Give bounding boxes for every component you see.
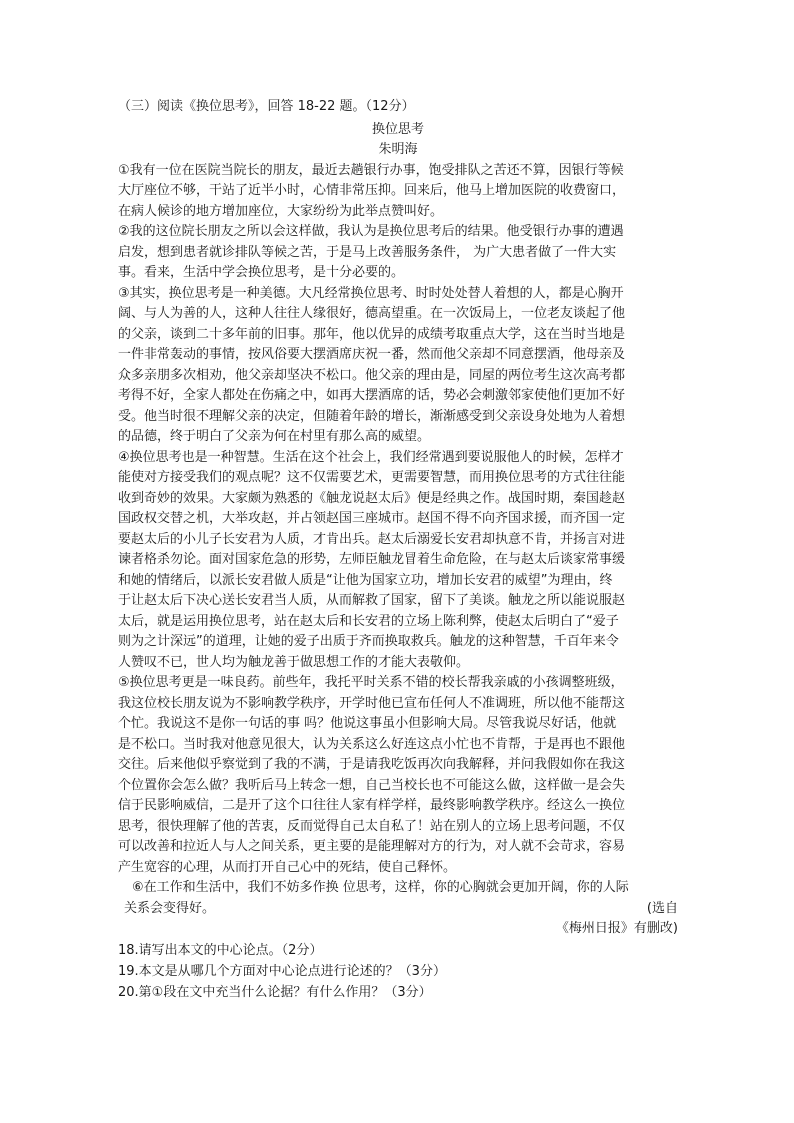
source-prefix: (选自 <box>646 900 678 916</box>
paragraph-line: 国政权交替之机，大举攻赵，并占领赵国三座城市。赵国不得不向齐国求援，而齐国一定 <box>118 511 626 526</box>
paragraph-line: 在病人候诊的地方增加座位，大家纷纷为此举点赞叫好。 <box>118 203 444 219</box>
paragraph-line-with-source <box>118 899 678 920</box>
question-list <box>118 940 678 1003</box>
paragraph-line: 于让赵太后下决心送长安君当人质，从而解救了国家，留下了美谈。触龙之所以能说服赵 <box>118 593 626 608</box>
paragraph-line: 事。看来，生活中学会换位思考，是十分必要的。 <box>118 265 405 280</box>
paragraph-line: 要赵太后的小儿子长安君为人质，才肯出兵。赵太后溺爱长安君却执意不肯，并扬言对进 <box>118 531 626 547</box>
paragraph-line: 考得不好，全家人都处在伤痛之中，如再大摆酒席的话，势必会刺激邻家使他们更加不好 <box>118 388 626 403</box>
question-18: 18.请写出本文的中心论点。（2分） <box>118 942 323 958</box>
paragraph-line: 一件非常轰动的事情，按风俗要大摆酒席庆祝一番，然而他父亲却不同意摆酒，他母亲及 <box>118 347 626 362</box>
paragraph-line: 和她的情绪后，以派长安君做人质是“让他为国家立功，增加长安君的威望”为理由，终 <box>118 572 613 588</box>
paragraph-1 <box>118 161 678 223</box>
paragraph-line: 的品德，终于明白了父亲为何在村里有那么高的威望。 <box>118 429 431 444</box>
paragraph-5 <box>118 673 678 878</box>
article-source: 《梅州日报》有删改) <box>555 921 678 936</box>
paragraph-line: ④换位思考也是一种智慧。生活在这个社会上，我们经常遇到要说服他人的时候，怎样才 <box>118 449 624 465</box>
paragraph-line: 可以改善和拉近人与人之间关系，更主要的是能理解对方的行为，对人就不会苛求，容易 <box>118 839 626 854</box>
paragraph-6 <box>118 878 678 940</box>
paragraph-line: 个位置你会怎么做？我听后马上转念一想，自己当校长也不可能这么做，这样做一是会失 <box>118 777 626 793</box>
paragraph-line: 产生宽容的心理，从而打开自己心中的死结，使自己释怀。 <box>118 859 457 875</box>
exam-page <box>118 97 678 1003</box>
paragraph-line: 信于民影响威信，二是开了这个口往往人家有样学样，最终影响教学秩序。经这么一换位 <box>118 798 626 813</box>
paragraph-line: 谏者格杀勿论。面对国家危急的形势，左师臣触龙冒着生命危险，在与赵太后谈家常事缓 <box>118 552 626 567</box>
paragraph-line: ①我有一位在医院当院长的朋友，最近去趟银行办事，饱受排队之苦还不算，因银行等候 <box>118 162 624 178</box>
article-author: 朱明海 <box>378 142 418 157</box>
paragraph-line: 阔、与人为善的人，这种人往往人缘很好，德高望重。在一次饭局上，一位老友谈起了他 <box>118 306 626 321</box>
paragraph-line: 能使对方接受我们的观点呢？这不仅需要艺术，更需要智慧，而用换位思考的方式往往能 <box>118 470 626 485</box>
paragraph-line: 则为之计深远”的道理，让她的爱子出质于齐而换取救兵。触龙的这种智慧，千百年来令 <box>118 634 619 649</box>
question-19: 19.本文是从哪几个方面对中心论点进行论述的？（3分） <box>118 963 446 979</box>
paragraph-line: 是不松口。当时我对他意见很大，认为关系这么好连这点小忙也不肯帮，于是再也不跟他 <box>118 736 626 752</box>
paragraph-line: 太后，就是运用换位思考，站在赵太后和长安君的立场上陈利弊，使赵太后明白了“爱子 <box>118 613 619 629</box>
paragraph-line: ②我的这位院长朋友之所以会这样做，我认为是换位思考后的结果。他受银行办事的遭遇 <box>118 224 624 239</box>
paragraph-line: 众多亲朋多次相劝，他父亲却坚决不松口。他父亲的理由是，同屋的两位考生这次高考都 <box>118 367 626 383</box>
paragraph-line: 关系会变得好。 <box>124 900 216 916</box>
paragraph-line: ③其实，换位思考是一种美德。大凡经常换位思考、时时处处替人着想的人，都是心胸开 <box>118 285 624 301</box>
paragraph-line: ⑤换位思考更是一味良药。前些年，我托平时关系不错的校长帮我亲戚的小孩调整班级， <box>118 675 624 690</box>
paragraph-line: 交往。后来他似乎察觉到了我的不满，于是请我吃饭再次向我解释，并问我假如你在我这 <box>118 757 626 772</box>
section-heading: （三）阅读《换位思考》，回答 18-22 题。（12分） <box>118 99 415 114</box>
paragraph-3 <box>118 284 678 448</box>
paragraph-line: 的父亲，谈到二十多年前的旧事。那年，他以优异的成绩考取重点大学，这在当时当地是 <box>118 326 626 342</box>
paragraph-4 <box>118 448 678 674</box>
article-title: 换位思考 <box>371 121 424 137</box>
paragraph-line: 思考，很快理解了他的苦衷，反而觉得自己太自私了！站在别人的立场上思考问题，不仅 <box>118 818 626 834</box>
paragraph-line: 受。他当时很不理解父亲的决定，但随着年龄的增长，渐渐感受到父亲设身处地为人着想 <box>118 408 626 424</box>
paragraph-2 <box>118 222 678 284</box>
paragraph-line: 大厅座位不够，干站了近半小时，心情非常压抑。回来后，他马上增加医院的收费窗口， <box>118 183 626 198</box>
paragraph-line: ⑥在工作和生活中，我们不妨多作换 位思考，这样，你的心胸就会更加开阔，你的人际 <box>132 880 629 895</box>
paragraph-line: 收到奇妙的效果。大家颇为熟悉的《触龙说赵太后》便是经典之作。战国时期，秦国趁赵 <box>118 490 626 506</box>
paragraph-line: 启发，想到患者就诊排队等候之苦，于是马上改善服务条件， 为广大患者做了一件大实 <box>118 244 617 260</box>
paragraph-line: 我这位校长朋友说为不影响教学秩序，开学时他已宣布任何人不准调班，所以他不能帮这 <box>118 695 626 711</box>
paragraph-line: 人赞叹不已，世人均为触龙善于做思想工作的才能大表敬仰。 <box>118 654 470 670</box>
paragraph-line: 个忙。我说这不是你一句话的事 吗？他说这事虽小但影响大局。尽管我说尽好话，他就 <box>118 716 617 731</box>
question-20: 20.第①段在文中充当什么论据？有什么作用？（3分） <box>118 984 432 1000</box>
